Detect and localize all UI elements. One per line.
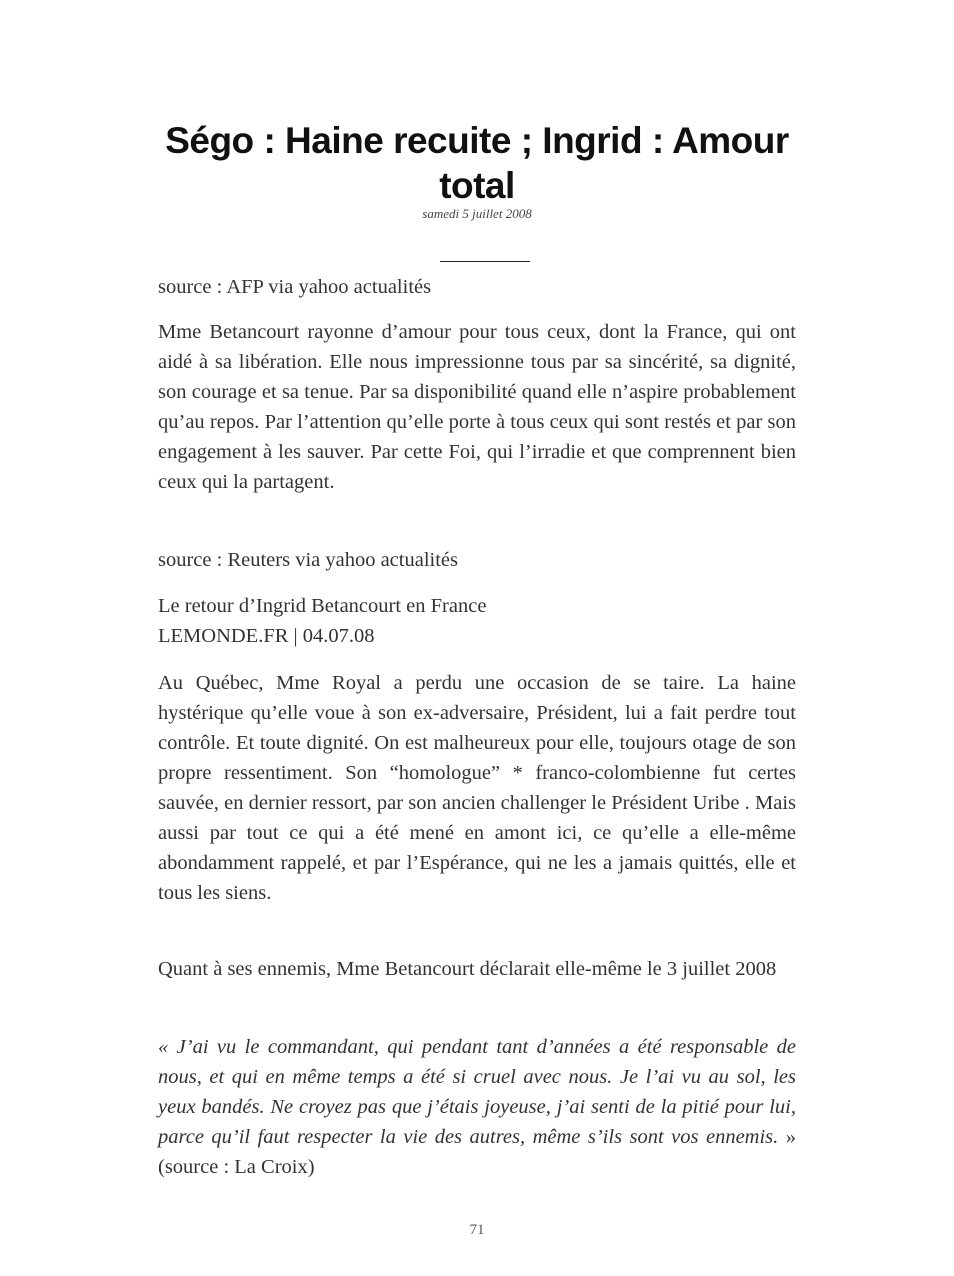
quote-text: « J’ai vu le commandant, qui pendant tant d’années a été responsable de nous, et qui en même temps a été si cruel avec nous. Je l’ai vu au sol, les yeux bandés. Ne croyez pas que j’étais joyeuse, j’ai senti de la pitié pour lui, parce qu’il faut respecter la vie des autres, même s’ils sont vos ennemis. bbox=[158, 1036, 796, 1148]
source-reuters: source : Reuters via yahoo actualités bbox=[158, 549, 458, 571]
paragraph-3: Quant à ses ennemis, Mme Betancourt déclarait elle-même le 3 juillet 2008 bbox=[158, 958, 777, 980]
quote-paragraph bbox=[158, 1032, 796, 1182]
quote-source: » (source : La Croix) bbox=[158, 1126, 796, 1178]
lemonde-reference bbox=[158, 591, 796, 651]
link-title[interactable]: Le retour d’Ingrid Betancourt en France bbox=[158, 595, 487, 617]
separator-rule bbox=[440, 261, 530, 262]
article-title: Ségo : Haine recuite ; Ingrid : Amour total bbox=[165, 120, 789, 206]
article-date: samedi 5 juillet 2008 bbox=[422, 206, 532, 221]
page-number: 71 bbox=[469, 1222, 485, 1238]
paragraph-1: Mme Betancourt rayonne d’amour pour tous ceux, dont la France, qui ont aidé à sa libération. Elle nous impressionne tous par sa sincérité, sa dignité, son courage et sa tenue. Par sa disponibilité quand elle n’aspire probablement qu’au repos. Par l’attention qu’elle porte à tous ceux qui sont restés et par son engagement à les sauver. Par cette Foi, qui l’irradie et que comprennent bien ceux qui la partagent. bbox=[158, 321, 796, 493]
link-source: LEMONDE.FR | 04.07.08 bbox=[158, 625, 375, 647]
paragraph-2: Au Québec, Mme Royal a perdu une occasion de se taire. La haine hystérique qu’elle voue à son ex-adversaire, Président, lui a fait perdre tout contrôle. Et toute dignité. On est malheureux pour elle, toujours otage de son propre ressentiment. Son “homologue” * franco-colombienne fut certes sauvée, en dernier ressort, par son ancien challenger le Président Uribe . Mais aussi par tout ce qui a été mené en amont ici, ce qu’elle a elle-même abondamment rappelé, et par l’Espérance, qui ne les a jamais quittés, elle et tous les siens. bbox=[158, 672, 796, 904]
source-afp: source : AFP via yahoo actualités bbox=[158, 276, 432, 298]
